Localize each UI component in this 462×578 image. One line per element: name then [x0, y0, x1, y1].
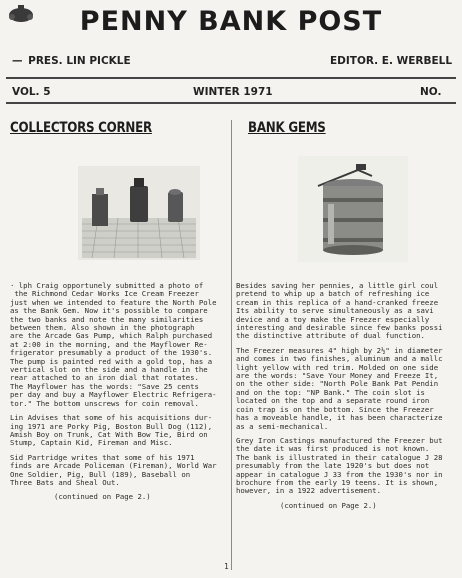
- article-paragraph: · lph Craig opportunely submitted a photo of the Richmond Cedar Works Ice Cream Freezer just when we intended to feature the North Pole as the Bank Gem. Now it's possible to compare the two banks and note the many similarities between them. Also shown in the photograph are the Arcade Gas Pump, which Ralph purchased at 2:00 in the morning, and the Mayflower Re- frigerator presumably a product of the 1930's. The pump is painted red with a gold top, has a vertical slot on the side and a handle in the rear attached to an iron dial that rotates. The Mayflower has the words: "Save 25 cents per day and buy a Mayflower Electric Refrigera- tor." The bottom unscrews for coin removal.: [10, 282, 217, 408]
- page-number: 1: [224, 562, 229, 571]
- collectors-photo: [78, 166, 200, 260]
- refrigerator-bank-icon: [168, 192, 183, 222]
- masthead-rule-bottom: [6, 102, 456, 104]
- issue-date: WINTER 1971: [193, 86, 273, 98]
- president-name: PRES. LIN PICKLE: [28, 55, 131, 67]
- article-paragraph: Sid Partridge writes that some of his 1971 finds are Arcade Policeman (Fireman), World War One Soldier, Pig, Bull (189), Baseball on Three Bats and Sheal Out.: [10, 452, 217, 487]
- article-paragraph: Besides saving her pennies, a little girl coul pretend to whip up a batch of refreshing ice cream in this replica of a hand-cranked freeze Its ability to serve simultaneously as a savi device and a toy make the Freezer especially interesting and desirable since few banks possi the distinctive attribute of dual function.: [236, 282, 443, 341]
- president-line: — PRES. LIN PICKLE: [12, 55, 131, 67]
- bank-gem-photo: [298, 156, 408, 262]
- collectors-corner-heading: COLLECTORS CORNER: [10, 120, 152, 136]
- article-paragraph: Grey Iron Castings manufactured the Freezer but the date it was first produced is not known. The bank is illustrated in their catalogue J 28 presumably from the late 1920's but does not appear in catalogue J 33 from the 1930's nor in brochure from the early 19 teens. It is shown, however, in a 1922 advertisement.: [236, 435, 443, 496]
- continued-note: (continued on Page 2.): [54, 492, 151, 502]
- left-column-body: [10, 282, 228, 508]
- editor-line: EDITOR. E. WERBELL: [330, 55, 453, 67]
- article-paragraph: Lin Advises that some of his acquisitions dur- ing 1971 are Porky Pig, Boston Bull Dog (112), Amish Boy on Trunk, Cat With Bow Tie, Bird on Stump, Captain Kid, Fireman and Misc.: [10, 413, 213, 448]
- gas-pump-bank-icon: [92, 194, 108, 226]
- article-paragraph: The Freezer measures 4" high by 2½" in diameter and comes in two finishes, aluminum and a mallc light yellow with red trim. Molded on one side are the words: "Save Your Money and Freeze It, on the other side: "North Pole Bank Pat Pendin and on the top: "NP Bank." The coin slot is located on the top and a separate round iron coin trap is on the bottom. Since the Freezer has a moveable handle, it has been characterize as a semi-mechanical.: [236, 345, 443, 431]
- right-column-body: [236, 282, 460, 516]
- freezer-bank-icon: [130, 186, 148, 222]
- continued-note: (continued on Page 2.): [280, 500, 377, 510]
- newsletter-title: PENNY BANK POST: [79, 6, 383, 37]
- masthead-rule-top: [6, 77, 456, 79]
- column-divider: [231, 120, 232, 570]
- bank-gems-heading: BANK GEMS: [248, 120, 326, 136]
- issue-number-label: NO.: [420, 86, 442, 98]
- volume-label: VOL. 5: [12, 86, 51, 98]
